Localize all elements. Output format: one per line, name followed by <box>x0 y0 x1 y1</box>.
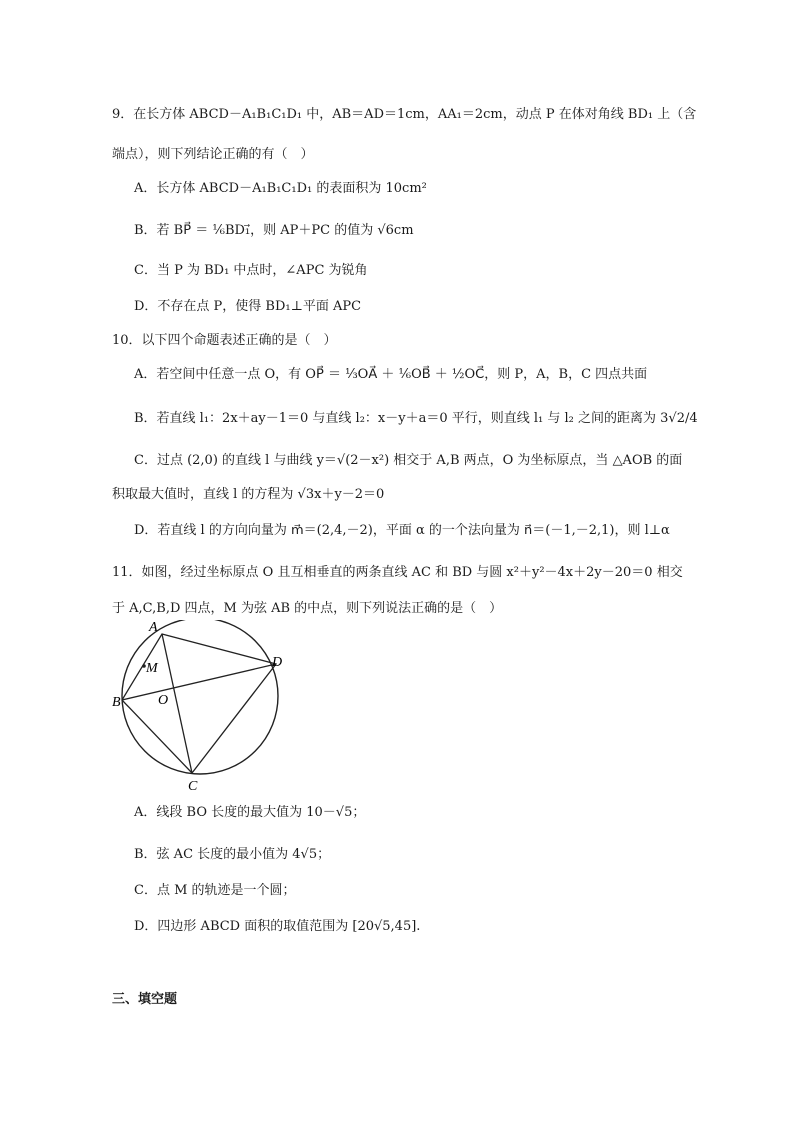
q9-option-c: C．当 P 为 BD₁ 中点时，∠APC 为锐角 <box>134 263 368 278</box>
q11-option-c: C．点 M 的轨迹是一个圆； <box>134 883 296 898</box>
label-a: A <box>149 620 158 635</box>
q10-option-d: D．若直线 l 的方向向量为 m⃗＝(2,4,－2)，平面 α 的一个法向量为 n⃗＝(－1,－2,1)，则 l⊥α <box>134 523 670 538</box>
q10-option-c-line2: 积取最大值时，直线 l 的方程为 √3x＋y－2＝0 <box>112 487 385 502</box>
q11-option-d: D．四边形 ABCD 面积的取值范围为 [20√5,45]. <box>134 919 421 934</box>
q9-option-d: D．不存在点 P，使得 BD₁⊥平面 APC <box>134 299 362 314</box>
q9-option-a: A．长方体 ABCD－A₁B₁C₁D₁ 的表面积为 10cm² <box>134 181 427 196</box>
q11-stem-line1: 11．如图，经过坐标原点 O 且互相垂直的两条直线 AC 和 BD 与圆 x²＋y²－4x＋2y－20＝0 相交 <box>112 565 683 580</box>
q11-stem-line2: 于 A,C,B,D 四点，M 为弦 AB 的中点，则下列说法正确的是（ ） <box>112 601 503 616</box>
q9-stem-line1: 9．在长方体 ABCD－A₁B₁C₁D₁ 中，AB＝AD＝1cm，AA₁＝2cm，动点 P 在体对角线 BD₁ 上（含 <box>112 107 697 122</box>
label-c: C <box>188 779 198 792</box>
q11-option-b: B．弦 AC 长度的最小值为 4√5； <box>134 847 331 862</box>
q10-option-b: B．若直线 l₁：2x＋ay－1＝0 与直线 l₂：x－y＋a＝0 平行，则直线 l₁ 与 l₂ 之间的距离为 3√2/4 <box>134 411 698 426</box>
q10-option-c-line1: C．过点 (2,0) 的直线 l 与曲线 y＝√(2－x²) 相交于 A,B 两点，O 为坐标原点，当 △AOB 的面 <box>134 453 683 468</box>
circle <box>122 620 278 774</box>
label-o: O <box>158 693 169 708</box>
q11-option-a: A．线段 BO 长度的最大值为 10－√5； <box>134 805 366 820</box>
q9-stem-line2: 端点），则下列结论正确的有（ ） <box>112 147 314 162</box>
q10-option-a: A．若空间中任意一点 O，有 OP⃗ ＝ ⅓OA⃗ ＋ ⅙OB⃗ ＋ ½OC⃗，则 P，A，B，C 四点共面 <box>134 367 648 382</box>
circle-diagram <box>108 620 288 792</box>
q9-option-b: B．若 BP⃗ ＝ ⅙BD₁⃗，则 AP＋PC 的值为 √6cm <box>134 223 414 238</box>
label-d: D <box>272 655 283 670</box>
q10-stem: 10．以下四个命题表述正确的是（ ） <box>112 333 337 348</box>
label-b: B <box>112 695 121 710</box>
section-heading: 三、填空题 <box>112 992 178 1007</box>
label-m: M <box>146 661 158 676</box>
